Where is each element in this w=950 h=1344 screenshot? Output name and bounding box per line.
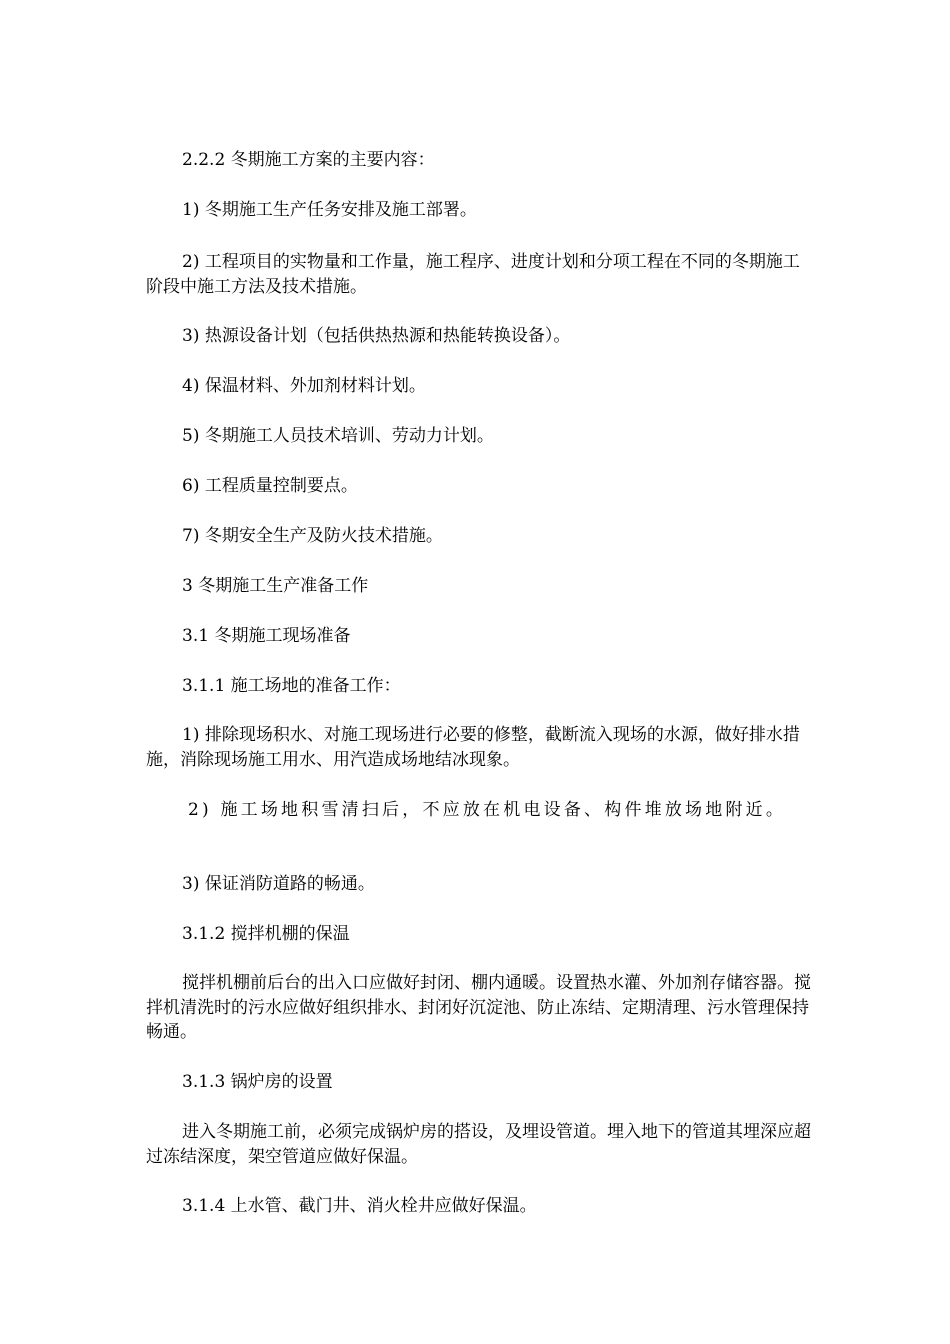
list-item-site-2: 2) 施工场地积雪清扫后，不应放在机电设备、构件堆放场地附近。 (188, 800, 787, 820)
list-item-6: 6) 工程质量控制要点。 (182, 476, 358, 496)
section-heading-3-1: 3.1 冬期施工现场准备 (182, 626, 351, 646)
section-heading-3-1-2: 3.1.2 搅拌机棚的保温 (182, 924, 350, 944)
section-heading-2-2-2: 2.2.2 冬期施工方案的主要内容： (182, 150, 435, 170)
section-heading-3: 3 冬期施工生产准备工作 (182, 576, 369, 596)
list-item-5: 5) 冬期施工人员技术培训、劳动力计划。 (182, 426, 494, 446)
list-item-1: 1) 冬期施工生产任务安排及施工部署。 (182, 200, 477, 220)
section-heading-3-1-4: 3.1.4 上水管、截门井、消火栓井应做好保温。 (182, 1196, 537, 1216)
section-heading-3-1-1: 3.1.1 施工场地的准备工作： (182, 676, 401, 696)
paragraph-mixer-shed: 搅拌机棚前后台的出入口应做好封闭、棚内通暖。设置热水灌、外加剂存储容器。搅拌机清洗时的污水应做好组织排水、封闭好沉淀池、防止冻结、定期清理、污水管理保持畅通。 (146, 973, 811, 1042)
list-item-7: 7) 冬期安全生产及防火技术措施。 (182, 526, 443, 546)
list-item-site-1: 1) 排除现场积水、对施工现场进行必要的修整，截断流入现场的水源，做好排水措施，消除现场施工用水、用汽造成场地结冰现象。 (146, 725, 800, 770)
list-item-2: 2) 工程项目的实物量和工作量，施工程序、进度计划和分项工程在不同的冬期施工阶段中施工方法及技术措施。 (146, 252, 800, 297)
section-heading-3-1-3: 3.1.3 锅炉房的设置 (182, 1072, 333, 1092)
list-item-3: 3) 热源设备计划（包括供热热源和热能转换设备）。 (182, 326, 571, 346)
list-item-4: 4) 保温材料、外加剂材料计划。 (182, 376, 426, 396)
list-item-site-3: 3) 保证消防道路的畅通。 (182, 874, 375, 894)
paragraph-boiler-room: 进入冬期施工前，必须完成锅炉房的搭设，及埋设管道。埋入地下的管道其埋深应超过冻结深度，架空管道应做好保温。 (146, 1122, 811, 1167)
